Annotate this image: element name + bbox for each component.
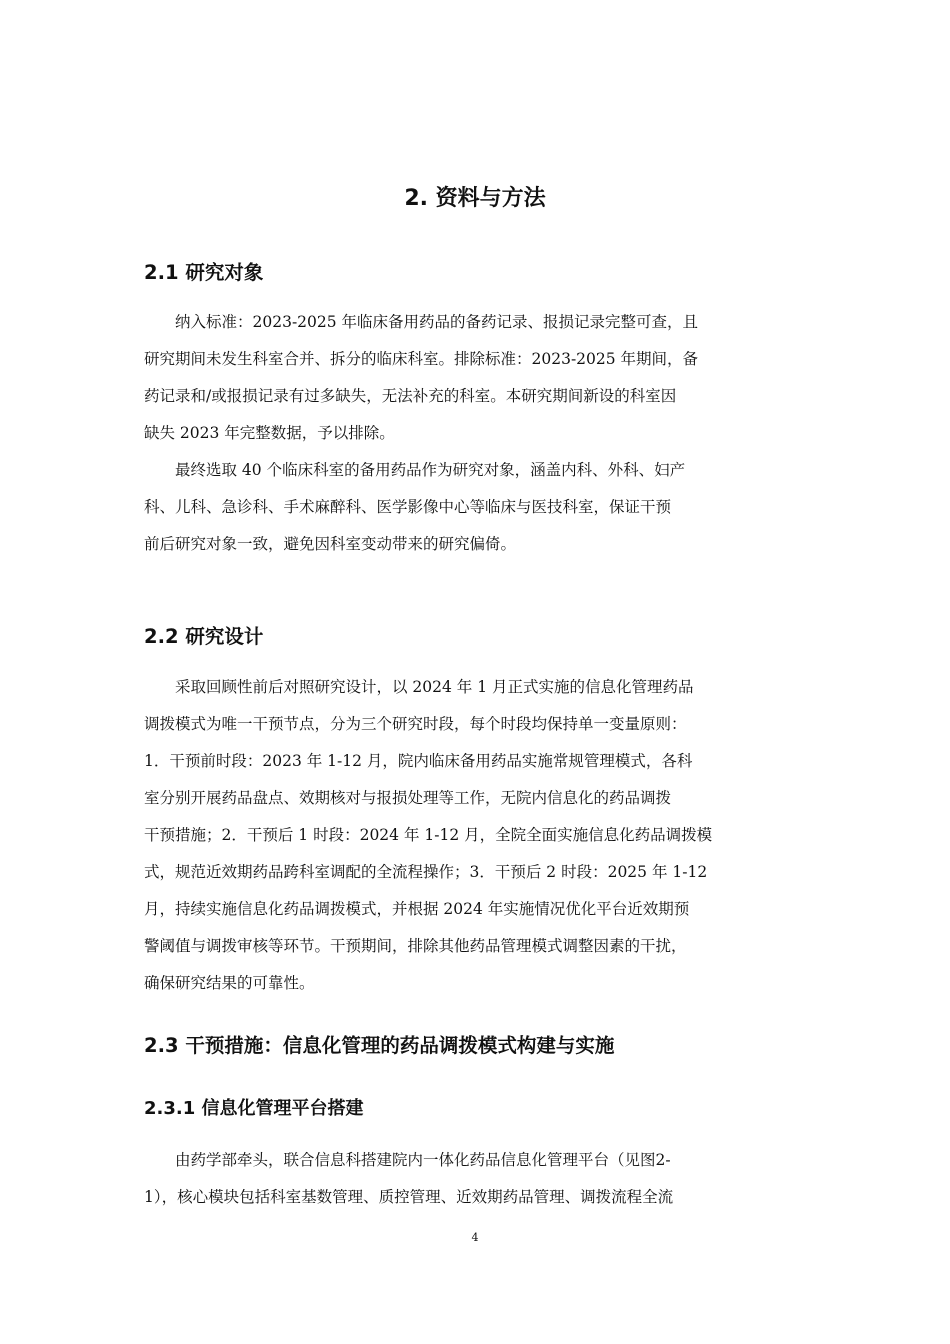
text-line: 月，持续实施信息化药品调拨模式，并根据 2024 年实施情况优化平台近效期预 [144, 900, 690, 918]
text-line: 1．干预前时段：2023 年 1-12 月，院内临床备用药品实施常规管理模式，各科 [144, 752, 693, 770]
text-line: 室分别开展药品盘点、效期核对与报损处理等工作，无院内信息化的药品调拨 [144, 789, 672, 807]
paragraph-2-1-inclusion [144, 304, 808, 452]
paragraph-2-2-design [144, 669, 808, 1002]
text-line: 调拨模式为唯一干预节点，分为三个研究时段，每个时段均保持单一变量原则： [144, 715, 687, 733]
text-line: 最终选取 40 个临床科室的备用药品作为研究对象，涵盖内科、外科、妇产 [175, 461, 686, 479]
paragraph-2-3-1-platform [144, 1142, 808, 1216]
text-line: 药记录和/或报损记录有过多缺失，无法补充的科室。本研究期间新设的科室因 [144, 387, 677, 405]
text-line: 缺失 2023 年完整数据，予以排除。 [144, 424, 395, 442]
text-line: 前后研究对象一致，避免因科室变动带来的研究偏倚。 [144, 535, 517, 553]
text-line: 科、儿科、急诊科、手术麻醉科、医学影像中心等临床与医技科室，保证干预 [144, 498, 672, 516]
text-line: 式，规范近效期药品跨科室调配的全流程操作；3．干预后 2 时段：2025 年 1-12 [144, 863, 708, 881]
chapter-title: 2. 资料与方法 [404, 186, 546, 211]
text-line: 1），核心模块包括科室基数管理、质控管理、近效期药品管理、调拨流程全流 [144, 1188, 674, 1206]
subsection-heading-2-3-1: 2.3.1 信息化管理平台搭建 [144, 1098, 364, 1119]
section-heading-2-3: 2.3 干预措施：信息化管理的药品调拨模式构建与实施 [144, 1034, 615, 1057]
text-line: 确保研究结果的可靠性。 [144, 974, 315, 992]
text-line: 采取回顾性前后对照研究设计，以 2024 年 1 月正式实施的信息化管理药品 [175, 678, 694, 696]
text-line: 由药学部牵头，联合信息科搭建院内一体化药品信息化管理平台（见图2- [175, 1151, 671, 1169]
section-heading-2-1: 2.1 研究对象 [144, 261, 264, 284]
text-line: 干预措施；2．干预后 1 时段：2024 年 1-12 月，全院全面实施信息化药品调拨模 [144, 826, 713, 844]
text-line: 警阈值与调拨审核等环节。干预期间，排除其他药品管理模式调整因素的干扰， [144, 937, 687, 955]
text-line: 纳入标准：2023-2025 年临床备用药品的备药记录、报损记录完整可查，且 [175, 313, 699, 331]
paragraph-2-1-selection [144, 452, 808, 563]
text-line: 研究期间未发生科室合并、拆分的临床科室。排除标准：2023-2025 年期间，备 [144, 350, 699, 368]
section-heading-2-2: 2.2 研究设计 [144, 625, 264, 648]
page-number: 4 [471, 1231, 479, 1244]
